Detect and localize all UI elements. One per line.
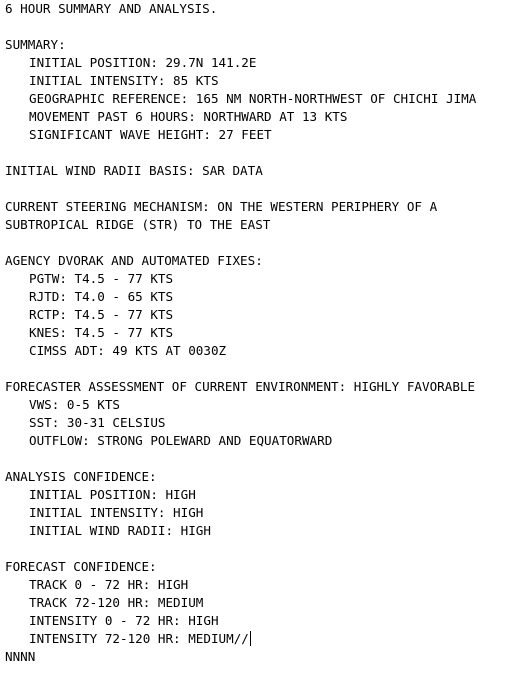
dvorak-heading: AGENCY DVORAK AND AUTOMATED FIXES: [5, 253, 263, 268]
forecast-confidence-track-short: TRACK 0 - 72 HR: HIGH [29, 577, 189, 592]
summary-movement: MOVEMENT PAST 6 HOURS: NORTHWARD AT 13 KTS [29, 109, 348, 124]
spacer [5, 18, 520, 36]
analysis-confidence-position: INITIAL POSITION: HIGH [29, 487, 196, 502]
forecast-confidence-track-long: TRACK 72-120 HR: MEDIUM [29, 595, 204, 610]
text-cursor [250, 631, 251, 646]
environment-vws: VWS: 0-5 KTS [29, 397, 120, 412]
environment-heading: FORECASTER ASSESSMENT OF CURRENT ENVIRONMENT: HIGHLY FAVORABLE [5, 379, 476, 394]
spacer [5, 540, 520, 558]
bulletin-document [5, 0, 520, 666]
steering-mechanism-line-2: SUBTROPICAL RIDGE (STR) TO THE EAST [5, 217, 271, 232]
dvorak-fix-rjtd: RJTD: T4.0 - 65 KTS [29, 289, 174, 304]
environment-outflow: OUTFLOW: STRONG POLEWARD AND EQUATORWARD [29, 433, 333, 448]
summary-heading: SUMMARY: [5, 37, 66, 52]
dvorak-fix-cimss-adt: CIMSS ADT: 49 KTS AT 0030Z [29, 343, 227, 358]
wind-radii-basis: INITIAL WIND RADII BASIS: SAR DATA [5, 163, 263, 178]
forecast-confidence-intensity-long-row[interactable] [5, 630, 520, 648]
forecast-confidence-intensity-short: INTENSITY 0 - 72 HR: HIGH [29, 613, 219, 628]
steering-mechanism-line-1: CURRENT STEERING MECHANISM: ON THE WESTERN PERIPHERY OF A [5, 199, 438, 214]
spacer [5, 450, 520, 468]
summary-initial-intensity: INITIAL INTENSITY: 85 KTS [29, 73, 219, 88]
forecast-confidence-heading: FORECAST CONFIDENCE: [5, 559, 157, 574]
spacer [5, 360, 520, 378]
analysis-confidence-heading: ANALYSIS CONFIDENCE: [5, 469, 157, 484]
analysis-confidence-intensity: INITIAL INTENSITY: HIGH [29, 505, 204, 520]
bulletin-footer: NNNN [5, 649, 36, 664]
spacer [5, 234, 520, 252]
analysis-confidence-wind-radii: INITIAL WIND RADII: HIGH [29, 523, 211, 538]
dvorak-fix-knes: KNES: T4.5 - 77 KTS [29, 325, 174, 340]
environment-sst: SST: 30-31 CELSIUS [29, 415, 166, 430]
bulletin-header: 6 HOUR SUMMARY AND ANALYSIS. [5, 1, 218, 16]
summary-wave-height: SIGNIFICANT WAVE HEIGHT: 27 FEET [29, 127, 272, 142]
spacer [5, 144, 520, 162]
summary-geographic-reference: GEOGRAPHIC REFERENCE: 165 NM NORTH-NORTHWEST OF CHICHI JIMA [29, 91, 477, 106]
dvorak-fix-rctp: RCTP: T4.5 - 77 KTS [29, 307, 174, 322]
summary-initial-position: INITIAL POSITION: 29.7N 141.2E [29, 55, 257, 70]
spacer [5, 180, 520, 198]
dvorak-fix-pgtw: PGTW: T4.5 - 77 KTS [29, 271, 174, 286]
forecast-confidence-intensity-long: INTENSITY 72-120 HR: MEDIUM// [29, 631, 249, 646]
